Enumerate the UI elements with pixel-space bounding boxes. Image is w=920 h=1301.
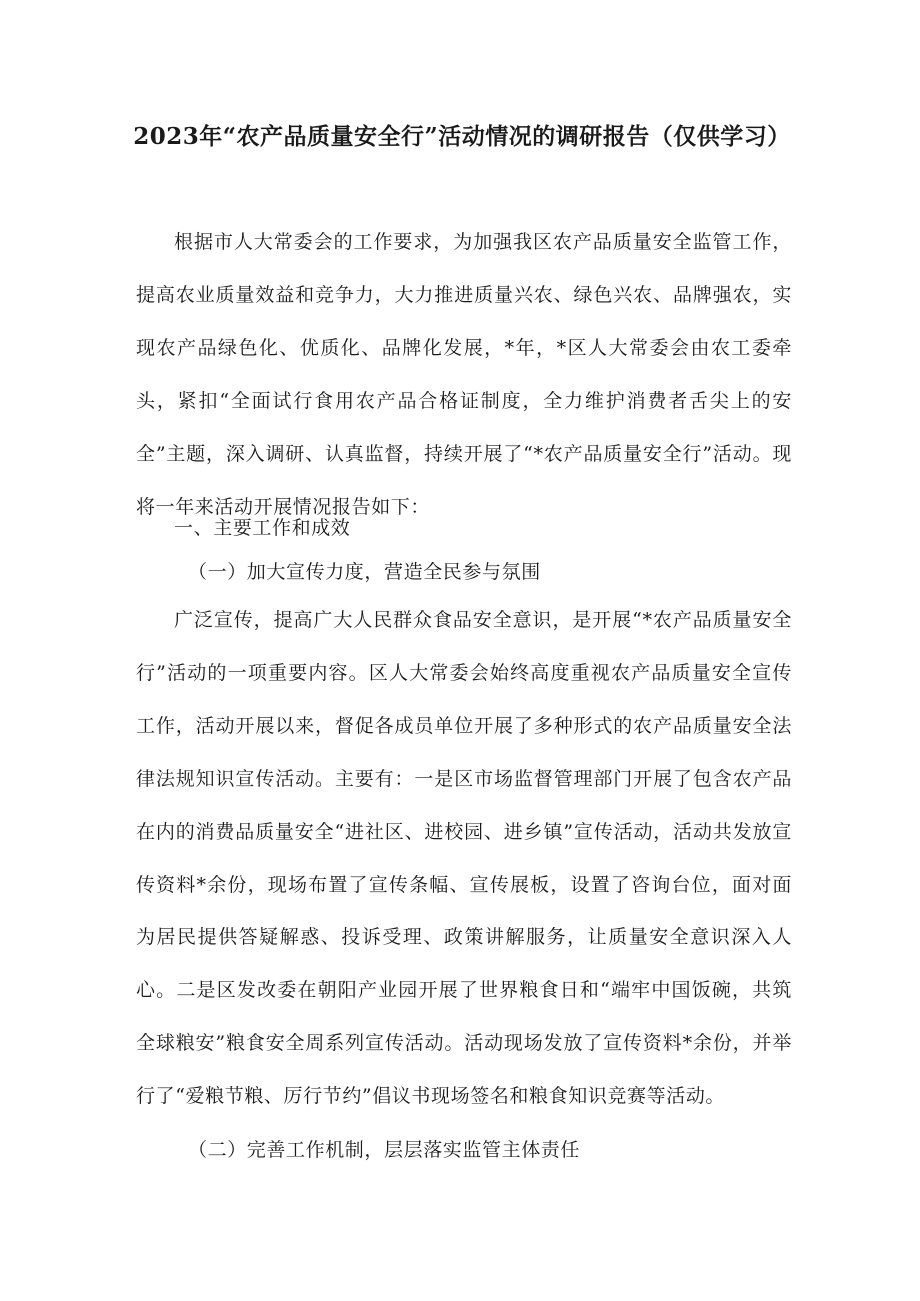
publicity-paragraph: 广泛宣传，提高广大人民群众食品安全意识，是开展“*农产品质量安全行”活动的一项重要内容。区人大常委会始终高度重视农产品质量安全宣传工作，活动开展以来，督促各成员单位开展了多种形式的农产品质量安全法律法规知识宣传活动。主要有：一是区市场监督管理部门开展了包含农产品在内的消费品质量安全“进社区、进校园、进乡镇”宣传活动，活动共发放宣传资料*余份，现场布置了宣传条幅、宣传展板，设置了咨询台位，面对面为居民提供答疑解惑、投诉受理、政策讲解服务，让质量安全意识深入人心。二是区发改委在朝阳产业园开展了世界粮食日和“端牢中国饭碗，共筑全球粮安”粮食安全周系列宣传活动。活动现场发放了宣传资料*余份，并举行了“爱粮节粮、厉行节约”倡议书现场签名和粮食知识竞赛等活动。 xyxy=(136,609,792,1108)
intro-paragraph: 根据市人大常委会的工作要求，为加强我区农产品质量安全监管工作，提高农业质量效益和竞争力，大力推进质量兴农、绿色兴农、品牌强农，实现农产品绿色化、优质化、品牌化发展，*年，*区人大常委会由农工委牵头，紧扣“全面试行食用农产品合格证制度，全力维护消费者舌尖上的安全”主题，深入调研、认真监督，持续开展了“*农产品质量安全行”活动。现将一年来活动开展情况报告如下： xyxy=(136,231,792,518)
subsection-heading-publicity: （一）加大宣传力度，营造全民参与氛围 xyxy=(188,561,541,583)
subsection-heading-mechanism: （二）完善工作机制，层层落实监管主体责任 xyxy=(188,1139,581,1161)
section-heading-main-work: 一、主要工作和成效 xyxy=(174,517,351,539)
document-title: 2023年“农产品质量安全行”活动情况的调研报告（仅供学习） xyxy=(133,123,791,150)
